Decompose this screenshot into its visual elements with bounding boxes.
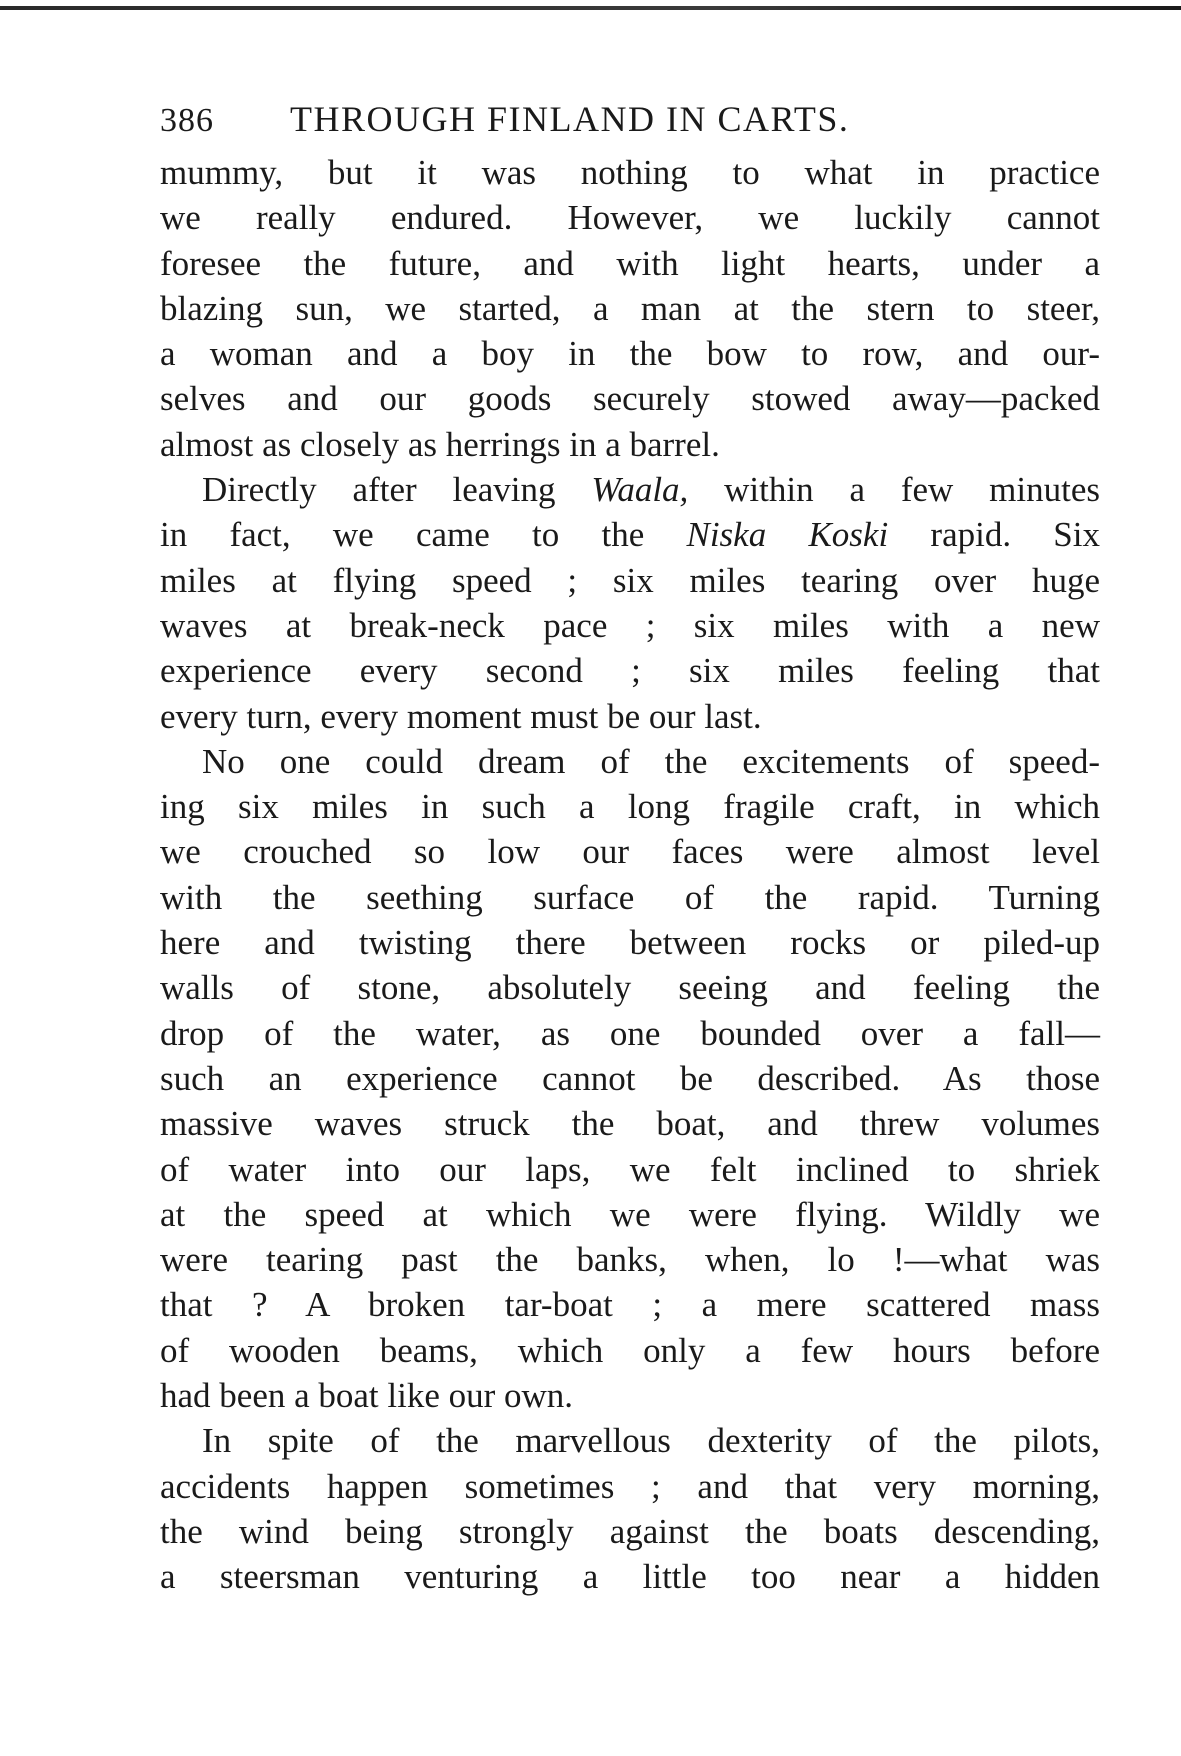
- text-segment: Directly after leaving: [202, 470, 592, 510]
- text-line: foresee the future, and with light hearts, under a: [160, 243, 1100, 283]
- text-line: that ? A broken tar-boat ; a mere scattered mass: [160, 1285, 1100, 1325]
- paragraph-3: [160, 739, 1100, 1418]
- text-segment: within a few minutes: [688, 470, 1101, 510]
- text-line: a woman and a boy in the bow to row, and our-: [160, 334, 1100, 374]
- text-line: a steersman venturing a little too near a hidden: [160, 1557, 1100, 1597]
- text-line: we really endured. However, we luckily cannot: [160, 198, 1100, 238]
- text-segment: rapid. Six: [888, 515, 1101, 555]
- text-line: miles at flying speed ; six miles tearing over huge: [160, 560, 1100, 600]
- text-line: every turn, every moment must be our last.: [160, 696, 762, 736]
- text-line: we crouched so low our faces were almost level: [160, 832, 1100, 872]
- paragraph-2: [160, 467, 1100, 739]
- text-line: drop of the water, as one bounded over a fall—: [160, 1013, 1100, 1053]
- text-line: the wind being strongly against the boats descending,: [160, 1511, 1100, 1551]
- page-number: 386: [160, 102, 214, 139]
- text-line: almost as closely as herrings in a barrel.: [160, 424, 720, 464]
- text-line: experience every second ; six miles feeling that: [160, 651, 1100, 691]
- text-line: of wooden beams, which only a few hours before: [160, 1330, 1100, 1370]
- text-line: massive waves struck the boat, and threw volumes: [160, 1104, 1100, 1144]
- place-name-waala: Waala,: [591, 470, 689, 510]
- text-line: walls of stone, absolutely seeing and feeling the: [160, 968, 1100, 1008]
- text-line: here and twisting there between rocks or piled-up: [160, 923, 1100, 963]
- text-line: with the seething surface of the rapid. Turning: [160, 877, 1100, 917]
- book-page: [160, 98, 1100, 1600]
- text-line: of water into our laps, we felt inclined to shriek: [160, 1149, 1100, 1189]
- body-text: [160, 150, 1100, 1600]
- text-line: selves and our goods securely stowed away—packed: [160, 379, 1100, 419]
- text-line: In spite of the marvellous dexterity of the pilots,: [202, 1421, 1100, 1461]
- text-line: accidents happen sometimes ; and that very morning,: [160, 1466, 1100, 1506]
- paragraph-1: [160, 150, 1100, 467]
- text-line: at the speed at which we were flying. Wildly we: [160, 1194, 1100, 1234]
- text-line: waves at break-neck pace ; six miles with a new: [160, 605, 1100, 645]
- text-line: blazing sun, we started, a man at the stern to steer,: [160, 288, 1100, 328]
- running-head: [160, 98, 1100, 150]
- running-title: THROUGH FINLAND IN CARTS.: [290, 99, 850, 139]
- text-segment: in fact, we came to the: [160, 515, 687, 555]
- text-line: No one could dream of the excitements of speed-: [202, 741, 1100, 781]
- text-line: were tearing past the banks, when, lo !—what was: [160, 1240, 1100, 1280]
- place-name-niska-koski: Niska Koski: [686, 515, 889, 555]
- text-line: [160, 467, 1100, 512]
- text-line: ing six miles in such a long fragile craft, in which: [160, 787, 1100, 827]
- text-line: [160, 512, 1100, 557]
- text-line: had been a boat like our own.: [160, 1376, 574, 1416]
- top-page-rule: [0, 6, 1181, 10]
- text-line: such an experience cannot be described. As those: [160, 1058, 1100, 1098]
- text-line: mummy, but it was nothing to what in practice: [160, 153, 1100, 192]
- paragraph-4: [160, 1418, 1100, 1599]
